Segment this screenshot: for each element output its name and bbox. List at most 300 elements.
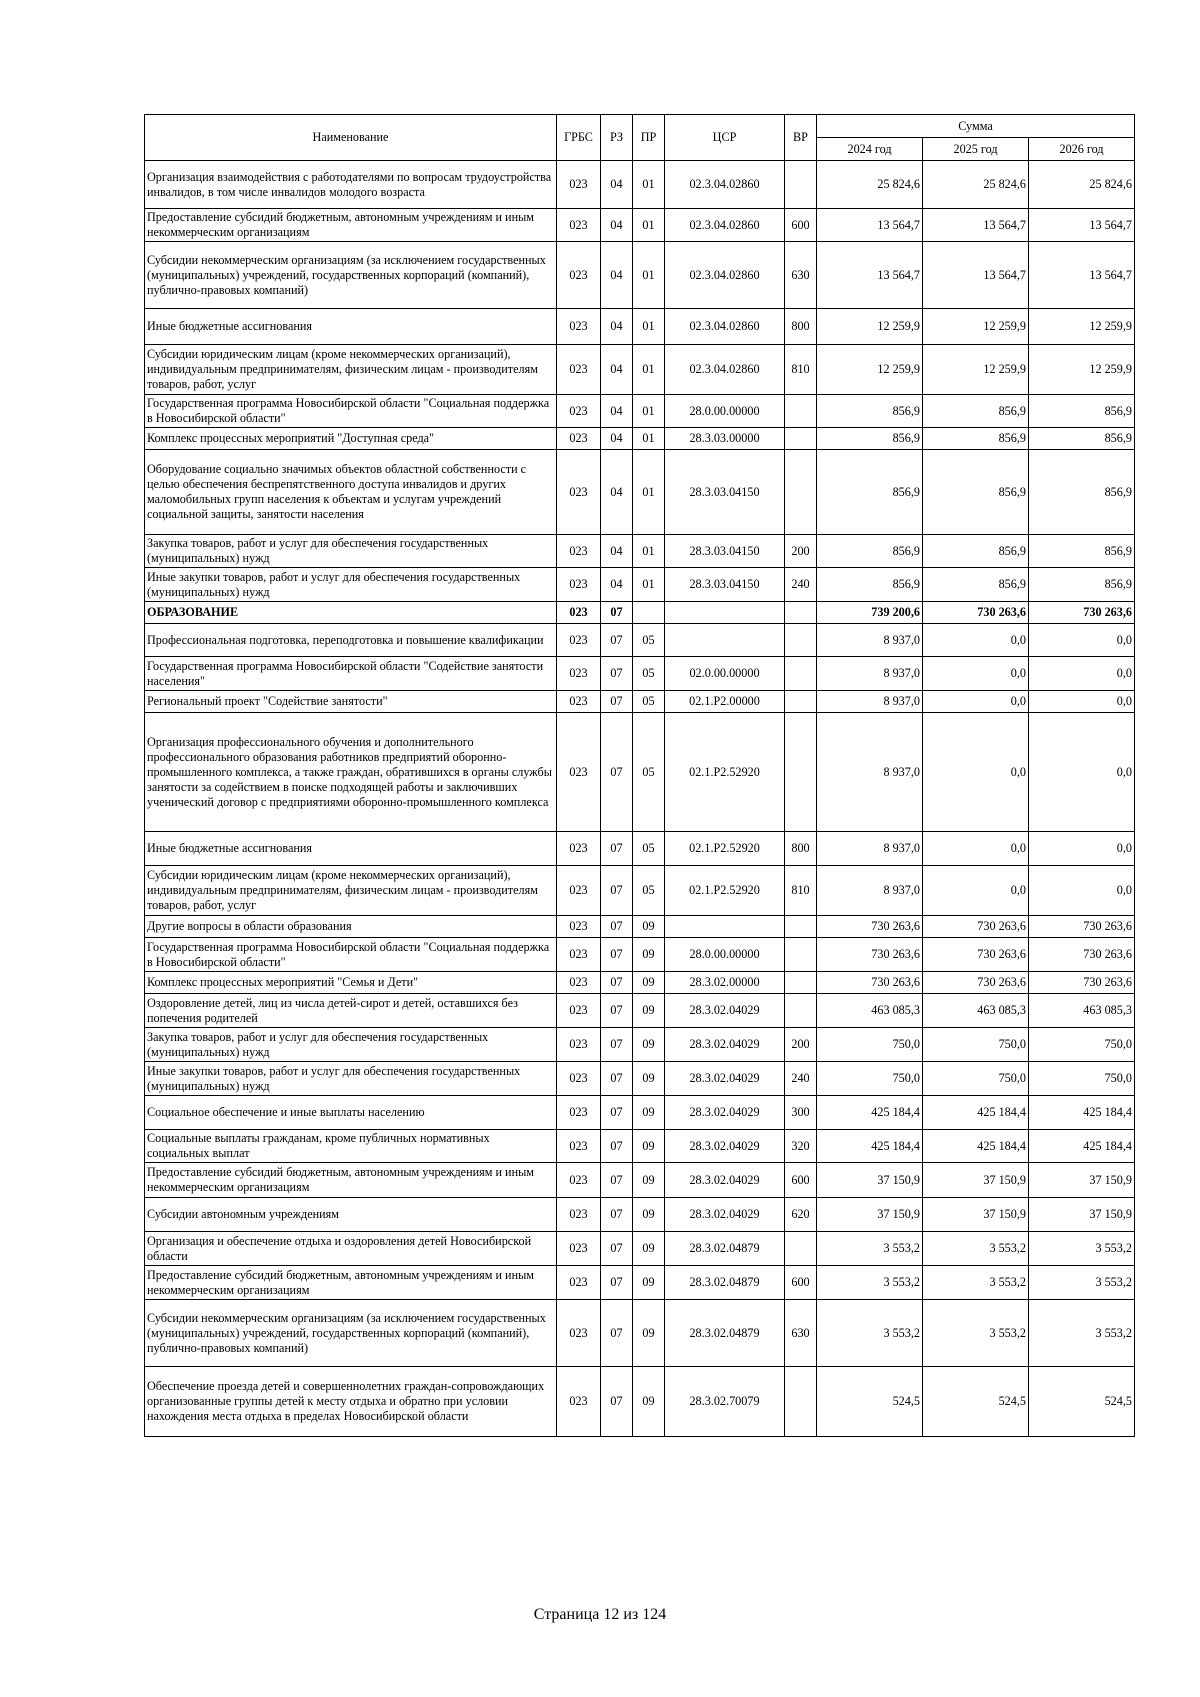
cell-pr: 09 bbox=[633, 916, 665, 938]
cell-2025: 0,0 bbox=[923, 624, 1029, 657]
cell-csr: 28.3.02.00000 bbox=[665, 972, 785, 994]
cell-grbs: 023 bbox=[557, 309, 601, 345]
table-row bbox=[145, 1028, 1135, 1062]
cell-vr bbox=[785, 624, 817, 657]
cell-2026: 37 150,9 bbox=[1029, 1163, 1135, 1198]
budget-table bbox=[144, 114, 1135, 1437]
cell-pr: 05 bbox=[633, 832, 665, 866]
cell-vr bbox=[785, 938, 817, 972]
cell-rz: 07 bbox=[601, 972, 633, 994]
cell-vr bbox=[785, 450, 817, 535]
cell-grbs: 023 bbox=[557, 1232, 601, 1266]
cell-grbs: 023 bbox=[557, 624, 601, 657]
cell-grbs: 023 bbox=[557, 1300, 601, 1367]
cell-grbs: 023 bbox=[557, 916, 601, 938]
cell-rz: 07 bbox=[601, 1367, 633, 1437]
cell-csr: 28.3.03.04150 bbox=[665, 535, 785, 568]
cell-2026: 3 553,2 bbox=[1029, 1266, 1135, 1300]
cell-vr bbox=[785, 1232, 817, 1266]
cell-2026: 0,0 bbox=[1029, 657, 1135, 691]
table-row bbox=[145, 972, 1135, 994]
cell-2025: 37 150,9 bbox=[923, 1198, 1029, 1232]
cell-vr: 600 bbox=[785, 1266, 817, 1300]
cell-name: Предоставление субсидий бюджетным, автономным учреждениям и иным некоммерческим организациям bbox=[145, 209, 557, 242]
cell-2024: 8 937,0 bbox=[817, 624, 923, 657]
cell-2026: 463 085,3 bbox=[1029, 994, 1135, 1028]
cell-vr: 600 bbox=[785, 209, 817, 242]
cell-2025: 750,0 bbox=[923, 1062, 1029, 1096]
cell-2024: 730 263,6 bbox=[817, 938, 923, 972]
cell-name: Комплекс процессных мероприятий "Доступная среда" bbox=[145, 428, 557, 450]
cell-pr: 05 bbox=[633, 657, 665, 691]
header-pr: ПР bbox=[633, 115, 665, 161]
table-row bbox=[145, 1198, 1135, 1232]
table-row bbox=[145, 1096, 1135, 1130]
cell-csr: 02.3.04.02860 bbox=[665, 242, 785, 309]
cell-grbs: 023 bbox=[557, 972, 601, 994]
cell-name: Предоставление субсидий бюджетным, автономным учреждениям и иным некоммерческим организациям bbox=[145, 1266, 557, 1300]
table-row bbox=[145, 209, 1135, 242]
cell-csr: 02.1.P2.52920 bbox=[665, 713, 785, 832]
cell-name: Государственная программа Новосибирской области "Социальная поддержка в Новосибирской области" bbox=[145, 395, 557, 428]
cell-name: Иные закупки товаров, работ и услуг для обеспечения государственных (муниципальных) нужд bbox=[145, 1062, 557, 1096]
cell-2025: 12 259,9 bbox=[923, 309, 1029, 345]
cell-2025: 13 564,7 bbox=[923, 209, 1029, 242]
cell-2025: 13 564,7 bbox=[923, 242, 1029, 309]
table-row bbox=[145, 1130, 1135, 1163]
cell-vr: 800 bbox=[785, 832, 817, 866]
cell-2024: 3 553,2 bbox=[817, 1300, 923, 1367]
cell-vr: 240 bbox=[785, 568, 817, 602]
table-row bbox=[145, 657, 1135, 691]
cell-vr: 630 bbox=[785, 242, 817, 309]
cell-name: Субсидии юридическим лицам (кроме некоммерческих организаций), индивидуальным предпринимателям, физическим лицам - производителям товаров, работ, услуг bbox=[145, 345, 557, 395]
cell-2024: 856,9 bbox=[817, 535, 923, 568]
cell-2026: 0,0 bbox=[1029, 624, 1135, 657]
cell-grbs: 023 bbox=[557, 1266, 601, 1300]
cell-rz: 07 bbox=[601, 832, 633, 866]
cell-csr: 28.3.02.04029 bbox=[665, 1130, 785, 1163]
cell-2026: 856,9 bbox=[1029, 535, 1135, 568]
cell-csr: 28.0.00.00000 bbox=[665, 938, 785, 972]
cell-rz: 07 bbox=[601, 1232, 633, 1266]
cell-2026: 730 263,6 bbox=[1029, 916, 1135, 938]
cell-csr: 28.3.02.04029 bbox=[665, 994, 785, 1028]
cell-name: Социальные выплаты гражданам, кроме публичных нормативных социальных выплат bbox=[145, 1130, 557, 1163]
cell-name: Субсидии автономным учреждениям bbox=[145, 1198, 557, 1232]
cell-name: Организация взаимодействия с работодателями по вопросам трудоустройства инвалидов, в том числе инвалидов молодого возраста bbox=[145, 161, 557, 209]
cell-vr bbox=[785, 916, 817, 938]
cell-2024: 463 085,3 bbox=[817, 994, 923, 1028]
cell-vr: 800 bbox=[785, 309, 817, 345]
cell-pr: 09 bbox=[633, 1266, 665, 1300]
cell-2026: 12 259,9 bbox=[1029, 309, 1135, 345]
cell-2026: 0,0 bbox=[1029, 866, 1135, 916]
cell-csr: 28.3.02.04879 bbox=[665, 1300, 785, 1367]
cell-2025: 425 184,4 bbox=[923, 1096, 1029, 1130]
cell-2024: 425 184,4 bbox=[817, 1096, 923, 1130]
cell-2024: 856,9 bbox=[817, 450, 923, 535]
cell-csr: 28.3.02.04029 bbox=[665, 1062, 785, 1096]
cell-pr: 09 bbox=[633, 1367, 665, 1437]
header-vr: ВР bbox=[785, 115, 817, 161]
cell-pr: 09 bbox=[633, 938, 665, 972]
cell-rz: 07 bbox=[601, 1028, 633, 1062]
cell-2024: 8 937,0 bbox=[817, 713, 923, 832]
cell-grbs: 023 bbox=[557, 1163, 601, 1198]
cell-2025: 3 553,2 bbox=[923, 1232, 1029, 1266]
cell-2026: 730 263,6 bbox=[1029, 972, 1135, 994]
cell-vr: 200 bbox=[785, 535, 817, 568]
cell-2024: 3 553,2 bbox=[817, 1266, 923, 1300]
cell-2024: 25 824,6 bbox=[817, 161, 923, 209]
cell-rz: 04 bbox=[601, 345, 633, 395]
cell-grbs: 023 bbox=[557, 568, 601, 602]
cell-name: Оборудование социально значимых объектов областной собственности с целью обеспечения беспрепятственного доступа инвалидов и других маломобильных групп населения к объектам и услугам учреждений социальной защиты, занятости населения bbox=[145, 450, 557, 535]
table-body bbox=[145, 161, 1135, 1437]
cell-pr: 01 bbox=[633, 161, 665, 209]
cell-csr bbox=[665, 624, 785, 657]
cell-rz: 04 bbox=[601, 161, 633, 209]
cell-2026: 12 259,9 bbox=[1029, 345, 1135, 395]
cell-csr: 28.3.03.04150 bbox=[665, 450, 785, 535]
cell-2026: 856,9 bbox=[1029, 428, 1135, 450]
cell-2025: 425 184,4 bbox=[923, 1130, 1029, 1163]
table-row bbox=[145, 916, 1135, 938]
cell-pr: 01 bbox=[633, 209, 665, 242]
cell-vr: 240 bbox=[785, 1062, 817, 1096]
cell-2024: 856,9 bbox=[817, 568, 923, 602]
cell-grbs: 023 bbox=[557, 535, 601, 568]
cell-2025: 3 553,2 bbox=[923, 1300, 1029, 1367]
cell-2024: 37 150,9 bbox=[817, 1163, 923, 1198]
cell-csr: 28.3.02.04029 bbox=[665, 1028, 785, 1062]
cell-pr: 01 bbox=[633, 395, 665, 428]
cell-vr bbox=[785, 657, 817, 691]
cell-2024: 739 200,6 bbox=[817, 602, 923, 624]
cell-vr bbox=[785, 602, 817, 624]
cell-2025: 524,5 bbox=[923, 1367, 1029, 1437]
cell-pr: 09 bbox=[633, 1232, 665, 1266]
cell-name: Иные бюджетные ассигнования bbox=[145, 309, 557, 345]
cell-vr: 810 bbox=[785, 345, 817, 395]
cell-csr: 28.3.02.04029 bbox=[665, 1198, 785, 1232]
cell-csr: 02.3.04.02860 bbox=[665, 209, 785, 242]
cell-2024: 12 259,9 bbox=[817, 309, 923, 345]
table-row bbox=[145, 428, 1135, 450]
cell-2025: 12 259,9 bbox=[923, 345, 1029, 395]
cell-2026: 13 564,7 bbox=[1029, 242, 1135, 309]
cell-vr: 600 bbox=[785, 1163, 817, 1198]
table-row bbox=[145, 691, 1135, 713]
cell-2024: 730 263,6 bbox=[817, 972, 923, 994]
cell-name: Региональный проект "Содействие занятости" bbox=[145, 691, 557, 713]
cell-rz: 04 bbox=[601, 395, 633, 428]
cell-grbs: 023 bbox=[557, 1062, 601, 1096]
cell-name: ОБРАЗОВАНИЕ bbox=[145, 602, 557, 624]
cell-2026: 0,0 bbox=[1029, 832, 1135, 866]
cell-2025: 0,0 bbox=[923, 866, 1029, 916]
cell-grbs: 023 bbox=[557, 938, 601, 972]
cell-pr: 09 bbox=[633, 1130, 665, 1163]
cell-2024: 750,0 bbox=[817, 1062, 923, 1096]
header-grbs: ГРБС bbox=[557, 115, 601, 161]
cell-name: Социальное обеспечение и иные выплаты населению bbox=[145, 1096, 557, 1130]
cell-pr: 05 bbox=[633, 624, 665, 657]
cell-2026: 13 564,7 bbox=[1029, 209, 1135, 242]
cell-rz: 07 bbox=[601, 866, 633, 916]
cell-name: Предоставление субсидий бюджетным, автономным учреждениям и иным некоммерческим организациям bbox=[145, 1163, 557, 1198]
table-row bbox=[145, 832, 1135, 866]
cell-name: Организация профессионального обучения и дополнительного профессионального образования работников предприятий оборонно-промышленного комплекса, а также граждан, обратившихся в органы службы занятости за содействием в поиске подходящей работы и заключивших ученический договор с предприятиями оборонно-промышленного комплекса bbox=[145, 713, 557, 832]
cell-vr: 300 bbox=[785, 1096, 817, 1130]
cell-2026: 856,9 bbox=[1029, 450, 1135, 535]
cell-vr bbox=[785, 972, 817, 994]
cell-csr: 02.3.04.02860 bbox=[665, 309, 785, 345]
cell-csr: 02.0.00.00000 bbox=[665, 657, 785, 691]
cell-2025: 856,9 bbox=[923, 428, 1029, 450]
cell-2026: 856,9 bbox=[1029, 395, 1135, 428]
cell-name: Иные закупки товаров, работ и услуг для обеспечения государственных (муниципальных) нужд bbox=[145, 568, 557, 602]
cell-csr: 28.3.02.04879 bbox=[665, 1232, 785, 1266]
cell-vr bbox=[785, 713, 817, 832]
cell-rz: 07 bbox=[601, 994, 633, 1028]
cell-2026: 3 553,2 bbox=[1029, 1232, 1135, 1266]
cell-2026: 0,0 bbox=[1029, 713, 1135, 832]
cell-2024: 856,9 bbox=[817, 395, 923, 428]
table-row bbox=[145, 450, 1135, 535]
cell-csr: 02.3.04.02860 bbox=[665, 345, 785, 395]
cell-csr: 28.3.03.00000 bbox=[665, 428, 785, 450]
table-row bbox=[145, 395, 1135, 428]
cell-vr: 620 bbox=[785, 1198, 817, 1232]
cell-grbs: 023 bbox=[557, 395, 601, 428]
table-row bbox=[145, 938, 1135, 972]
cell-pr: 01 bbox=[633, 450, 665, 535]
cell-grbs: 023 bbox=[557, 866, 601, 916]
cell-2025: 856,9 bbox=[923, 450, 1029, 535]
cell-rz: 07 bbox=[601, 1096, 633, 1130]
cell-pr: 01 bbox=[633, 535, 665, 568]
header-name: Наименование bbox=[145, 115, 557, 161]
cell-name: Иные бюджетные ассигнования bbox=[145, 832, 557, 866]
cell-2025: 730 263,6 bbox=[923, 916, 1029, 938]
cell-csr: 28.0.00.00000 bbox=[665, 395, 785, 428]
cell-pr: 01 bbox=[633, 242, 665, 309]
cell-vr bbox=[785, 1367, 817, 1437]
cell-2025: 3 553,2 bbox=[923, 1266, 1029, 1300]
table-row bbox=[145, 242, 1135, 309]
cell-rz: 07 bbox=[601, 1198, 633, 1232]
cell-2024: 3 553,2 bbox=[817, 1232, 923, 1266]
cell-rz: 07 bbox=[601, 1062, 633, 1096]
cell-csr: 28.3.03.04150 bbox=[665, 568, 785, 602]
cell-vr bbox=[785, 395, 817, 428]
cell-grbs: 023 bbox=[557, 1028, 601, 1062]
table-row bbox=[145, 866, 1135, 916]
cell-rz: 04 bbox=[601, 309, 633, 345]
cell-grbs: 023 bbox=[557, 242, 601, 309]
cell-2025: 25 824,6 bbox=[923, 161, 1029, 209]
cell-2024: 37 150,9 bbox=[817, 1198, 923, 1232]
cell-grbs: 023 bbox=[557, 994, 601, 1028]
cell-2024: 13 564,7 bbox=[817, 242, 923, 309]
cell-rz: 07 bbox=[601, 602, 633, 624]
cell-rz: 04 bbox=[601, 535, 633, 568]
cell-2025: 0,0 bbox=[923, 691, 1029, 713]
cell-name: Другие вопросы в области образования bbox=[145, 916, 557, 938]
cell-rz: 07 bbox=[601, 691, 633, 713]
cell-csr bbox=[665, 916, 785, 938]
cell-pr: 05 bbox=[633, 713, 665, 832]
cell-2026: 3 553,2 bbox=[1029, 1300, 1135, 1367]
cell-rz: 07 bbox=[601, 657, 633, 691]
table-row bbox=[145, 713, 1135, 832]
table-row bbox=[145, 1232, 1135, 1266]
cell-2024: 8 937,0 bbox=[817, 866, 923, 916]
cell-2025: 0,0 bbox=[923, 713, 1029, 832]
cell-2025: 37 150,9 bbox=[923, 1163, 1029, 1198]
cell-name: Субсидии некоммерческим организациям (за исключением государственных (муниципальных) учреждений, государственных корпораций (компаний), публично-правовых компаний) bbox=[145, 242, 557, 309]
cell-rz: 07 bbox=[601, 1300, 633, 1367]
cell-2024: 13 564,7 bbox=[817, 209, 923, 242]
cell-2026: 750,0 bbox=[1029, 1028, 1135, 1062]
cell-csr: 02.1.P2.52920 bbox=[665, 832, 785, 866]
cell-rz: 04 bbox=[601, 209, 633, 242]
cell-2026: 37 150,9 bbox=[1029, 1198, 1135, 1232]
cell-vr bbox=[785, 428, 817, 450]
cell-grbs: 023 bbox=[557, 209, 601, 242]
cell-pr bbox=[633, 602, 665, 624]
cell-2025: 0,0 bbox=[923, 657, 1029, 691]
cell-rz: 07 bbox=[601, 624, 633, 657]
cell-grbs: 023 bbox=[557, 602, 601, 624]
cell-name: Обеспечение проезда детей и совершеннолетних граждан-сопровождающих организованные группы детей к месту отдыха и обратно при условии нахождения места отдыха в пределах Новосибирской области bbox=[145, 1367, 557, 1437]
cell-2024: 856,9 bbox=[817, 428, 923, 450]
cell-vr bbox=[785, 691, 817, 713]
cell-2024: 8 937,0 bbox=[817, 657, 923, 691]
cell-name: Комплекс процессных мероприятий "Семья и Дети" bbox=[145, 972, 557, 994]
cell-grbs: 023 bbox=[557, 450, 601, 535]
cell-pr: 09 bbox=[633, 1163, 665, 1198]
cell-2025: 463 085,3 bbox=[923, 994, 1029, 1028]
cell-name: Закупка товаров, работ и услуг для обеспечения государственных (муниципальных) нужд bbox=[145, 1028, 557, 1062]
cell-pr: 09 bbox=[633, 972, 665, 994]
cell-grbs: 023 bbox=[557, 1096, 601, 1130]
cell-rz: 07 bbox=[601, 938, 633, 972]
cell-pr: 09 bbox=[633, 1198, 665, 1232]
cell-rz: 07 bbox=[601, 1130, 633, 1163]
header-year-2024: 2024 год bbox=[817, 138, 923, 161]
cell-2025: 730 263,6 bbox=[923, 972, 1029, 994]
cell-pr: 01 bbox=[633, 568, 665, 602]
table-row bbox=[145, 161, 1135, 209]
cell-pr: 01 bbox=[633, 345, 665, 395]
cell-vr: 630 bbox=[785, 1300, 817, 1367]
cell-pr: 09 bbox=[633, 1300, 665, 1367]
table-header bbox=[145, 115, 1135, 161]
header-sum: Сумма bbox=[817, 115, 1135, 138]
cell-grbs: 023 bbox=[557, 713, 601, 832]
cell-name: Профессиональная подготовка, переподготовка и повышение квалификации bbox=[145, 624, 557, 657]
cell-csr: 28.3.02.04879 bbox=[665, 1266, 785, 1300]
cell-2026: 425 184,4 bbox=[1029, 1130, 1135, 1163]
cell-csr: 02.3.04.02860 bbox=[665, 161, 785, 209]
cell-2025: 0,0 bbox=[923, 832, 1029, 866]
cell-name: Субсидии некоммерческим организациям (за исключением государственных (муниципальных) учреждений, государственных корпораций (компаний), публично-правовых компаний) bbox=[145, 1300, 557, 1367]
cell-name: Субсидии юридическим лицам (кроме некоммерческих организаций), индивидуальным предпринимателям, физическим лицам - производителям товаров, работ, услуг bbox=[145, 866, 557, 916]
cell-grbs: 023 bbox=[557, 428, 601, 450]
header-year-2026: 2026 год bbox=[1029, 138, 1135, 161]
cell-rz: 07 bbox=[601, 1266, 633, 1300]
cell-2025: 750,0 bbox=[923, 1028, 1029, 1062]
cell-rz: 04 bbox=[601, 242, 633, 309]
table-row bbox=[145, 309, 1135, 345]
table-row bbox=[145, 535, 1135, 568]
cell-2025: 730 263,6 bbox=[923, 602, 1029, 624]
cell-csr: 02.1.P2.52920 bbox=[665, 866, 785, 916]
header-rz: РЗ bbox=[601, 115, 633, 161]
cell-2024: 750,0 bbox=[817, 1028, 923, 1062]
cell-2024: 524,5 bbox=[817, 1367, 923, 1437]
cell-2025: 856,9 bbox=[923, 568, 1029, 602]
cell-name: Организация и обеспечение отдыха и оздоровления детей Новосибирской области bbox=[145, 1232, 557, 1266]
cell-vr: 810 bbox=[785, 866, 817, 916]
cell-grbs: 023 bbox=[557, 1367, 601, 1437]
cell-vr: 320 bbox=[785, 1130, 817, 1163]
cell-grbs: 023 bbox=[557, 657, 601, 691]
table-row bbox=[145, 602, 1135, 624]
cell-2024: 425 184,4 bbox=[817, 1130, 923, 1163]
cell-2026: 750,0 bbox=[1029, 1062, 1135, 1096]
cell-csr: 28.3.02.70079 bbox=[665, 1367, 785, 1437]
cell-2026: 0,0 bbox=[1029, 691, 1135, 713]
header-csr: ЦСР bbox=[665, 115, 785, 161]
table-row bbox=[145, 568, 1135, 602]
cell-pr: 09 bbox=[633, 994, 665, 1028]
cell-grbs: 023 bbox=[557, 1130, 601, 1163]
cell-pr: 09 bbox=[633, 1062, 665, 1096]
table-row bbox=[145, 624, 1135, 657]
cell-2026: 730 263,6 bbox=[1029, 938, 1135, 972]
cell-2024: 8 937,0 bbox=[817, 832, 923, 866]
cell-2025: 856,9 bbox=[923, 395, 1029, 428]
cell-2025: 730 263,6 bbox=[923, 938, 1029, 972]
cell-pr: 05 bbox=[633, 866, 665, 916]
cell-pr: 09 bbox=[633, 1096, 665, 1130]
cell-name: Оздоровление детей, лиц из числа детей-сирот и детей, оставшихся без попечения родителей bbox=[145, 994, 557, 1028]
cell-2026: 425 184,4 bbox=[1029, 1096, 1135, 1130]
cell-pr: 01 bbox=[633, 309, 665, 345]
cell-csr: 02.1.P2.00000 bbox=[665, 691, 785, 713]
cell-2024: 12 259,9 bbox=[817, 345, 923, 395]
cell-csr bbox=[665, 602, 785, 624]
cell-2026: 524,5 bbox=[1029, 1367, 1135, 1437]
cell-2026: 25 824,6 bbox=[1029, 161, 1135, 209]
cell-name: Закупка товаров, работ и услуг для обеспечения государственных (муниципальных) нужд bbox=[145, 535, 557, 568]
cell-vr bbox=[785, 994, 817, 1028]
cell-rz: 07 bbox=[601, 713, 633, 832]
cell-grbs: 023 bbox=[557, 161, 601, 209]
cell-vr: 200 bbox=[785, 1028, 817, 1062]
cell-rz: 04 bbox=[601, 428, 633, 450]
cell-pr: 01 bbox=[633, 428, 665, 450]
cell-2025: 856,9 bbox=[923, 535, 1029, 568]
cell-csr: 28.3.02.04029 bbox=[665, 1096, 785, 1130]
cell-pr: 09 bbox=[633, 1028, 665, 1062]
cell-rz: 07 bbox=[601, 916, 633, 938]
table-row bbox=[145, 1163, 1135, 1198]
